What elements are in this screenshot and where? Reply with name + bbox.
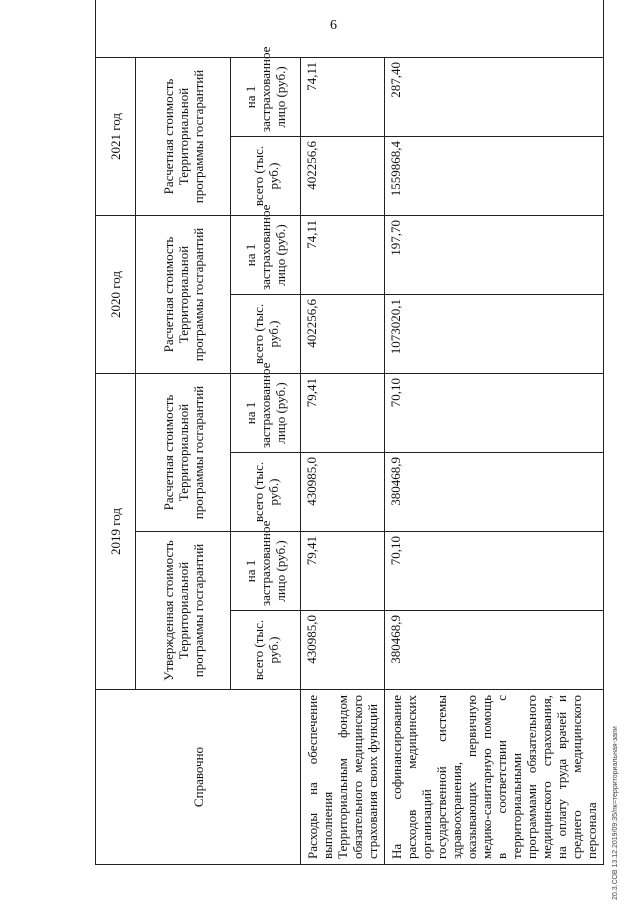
cell-value: 380468,9 <box>385 611 604 690</box>
table-row <box>301 0 385 865</box>
header-per-person-1: на 1 застрахованное лицо (руб.) <box>231 532 301 611</box>
header-per-person-4: на 1 застрахованное лицо (руб.) <box>231 58 301 137</box>
cell-value: 74,11 <box>301 216 385 295</box>
header-estimated-cost-2021: Расчетная стоимость Территориальной программы госгарантий <box>136 58 231 216</box>
cell-value: 1559868,4 <box>385 137 604 216</box>
header-total-1: всего (тыс. руб.) <box>231 611 301 690</box>
header-estimated-cost-2020: Расчетная стоимость Территориальной программы госгарантий <box>136 216 231 374</box>
cell-value: 74,11 <box>301 58 385 137</box>
side-stamp <box>612 40 622 900</box>
cell-value: 79,41 <box>301 374 385 453</box>
header-year-2019: 2019 год <box>96 374 136 690</box>
header-approved-cost-2019: Утвержденная стоимость Территориальной программы госгарантий <box>136 532 231 690</box>
row-description: На софинансирование расходов медицинских организаций государственной системы здравоохранения, оказывающих первичную медико-санитарную помощь в соответствии с территориальными программами обязательного медицинского страхования, на оплату труда врачей и среднего медицинского персонала <box>385 690 604 865</box>
header-year-2020: 2020 год <box>96 216 136 374</box>
header-total-3: всего (тыс. руб.) <box>231 295 301 374</box>
cell-value: 70,10 <box>385 532 604 611</box>
cell-value: 79,41 <box>301 532 385 611</box>
cell-value: 380468,9 <box>385 453 604 532</box>
rotated-table-container <box>95 43 599 865</box>
header-per-person-3: на 1 застрахованное лицо (руб.) <box>231 216 301 295</box>
cell-value: 197,70 <box>385 216 604 295</box>
cell-value: 402256,6 <box>301 137 385 216</box>
header-reference: Справочно <box>96 690 301 865</box>
page-number: 6 <box>330 18 337 33</box>
table-row <box>385 0 604 865</box>
side-stamp-text: 20.3.СОВ 13.12.2019/09:35/пк=территориальная-запи <box>612 726 619 900</box>
budget-table <box>95 0 604 865</box>
row-description: Расходы на обеспечение выполнения Территориальным фондом обязательного медицинского страхования своих функций <box>301 690 385 865</box>
empty-column <box>96 0 604 58</box>
cell-value: 402256,6 <box>301 295 385 374</box>
header-total-4: всего (тыс. руб.) <box>231 137 301 216</box>
cell-value: 1073020,1 <box>385 295 604 374</box>
header-year-2021: 2021 год <box>96 58 136 216</box>
cell-value: 70,10 <box>385 374 604 453</box>
header-per-person-2: на 1 застрахованное лицо (руб.) <box>231 374 301 453</box>
header-total-2: всего (тыс. руб.) <box>231 453 301 532</box>
cell-value: 430985,0 <box>301 453 385 532</box>
cell-value: 430985,0 <box>301 611 385 690</box>
header-estimated-cost-2019: Расчетная стоимость Территориальной программы госгарантий <box>136 374 231 532</box>
cell-value: 287,40 <box>385 58 604 137</box>
